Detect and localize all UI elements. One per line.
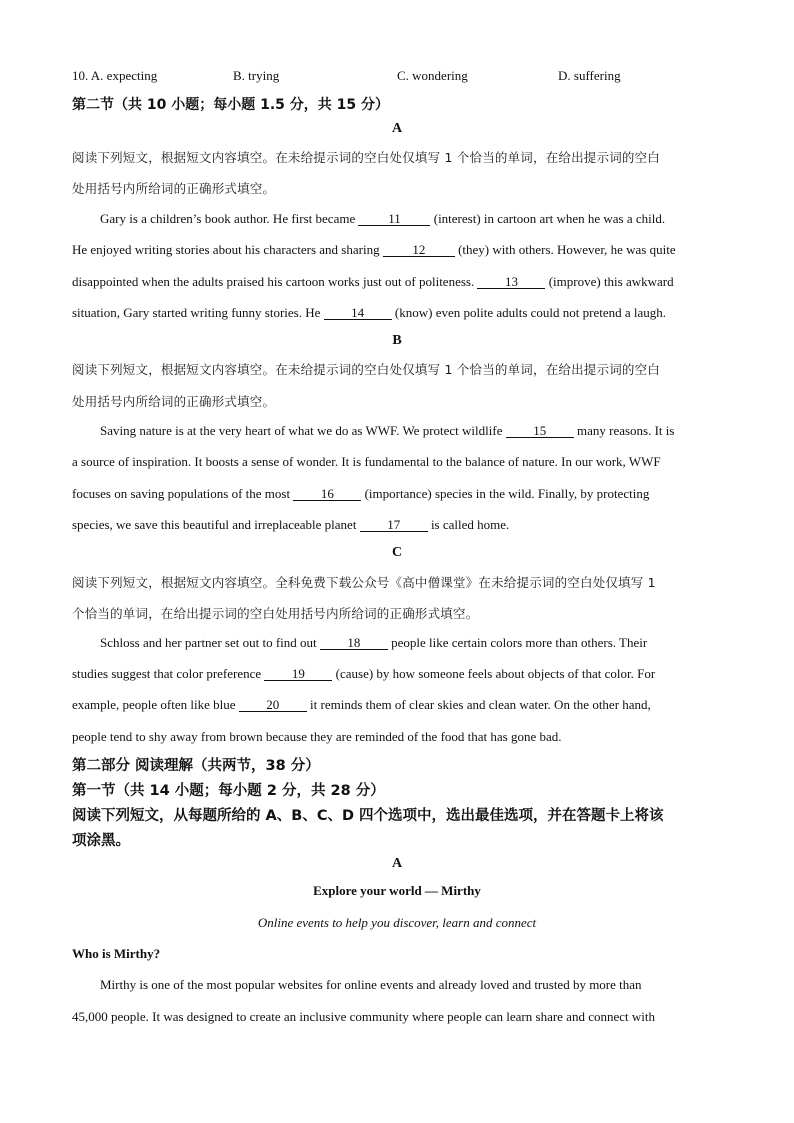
blank-13[interactable]: 13 [477, 275, 545, 289]
passage-c-line-4 [72, 729, 562, 745]
text-segment: Saving nature is at the very heart of what we do as WWF. We protect wildlife [100, 423, 506, 438]
blank-19[interactable]: 19 [264, 667, 332, 681]
passage-a-line-1 [100, 211, 665, 227]
reading-a-para-line-2: 45,000 people. It was designed to create an inclusive community where people can learn share and connect with [72, 1009, 655, 1024]
passage-c-instruction-1: 阅读下列短文，根据短文内容填空。全科免费下载公众号《高中僧课堂》在未给提示词的空白处仅填写 1 [72, 575, 656, 590]
part2-section1-header: 第一节（共 14 小题；每小题 2 分，共 28 分） [72, 783, 385, 799]
text-segment: disappointed when the adults praised his cartoon works just out of politeness. [72, 274, 478, 289]
passage-c-line-1 [100, 635, 647, 651]
text-segment: (they) with others. However, he was quite [454, 242, 676, 257]
text-segment: species, we save this beautiful and irreplaceable planet [72, 517, 360, 532]
passage-b-line-2 [72, 454, 661, 470]
passage-b-instruction-1: 阅读下列短文，根据短文内容填空。在未给提示词的空白处仅填写 1 个恰当的单词，在给出提示词的空白 [72, 362, 661, 377]
reading-a-para-line-1: Mirthy is one of the most popular websites for online events and already loved and trusted by more than [100, 977, 642, 992]
text-segment: a source of inspiration. It boosts a sense of wonder. It is fundamental to the balance of nature. In our work, WWF [72, 454, 661, 469]
passage-b-line-3 [72, 486, 649, 502]
blank-18[interactable]: 18 [320, 636, 388, 650]
passage-b-letter: B [392, 333, 402, 348]
text-segment: (cause) by how someone feels about objects of that color. For [332, 666, 656, 681]
blank-11[interactable]: 11 [358, 212, 430, 226]
q10-option-c: C. wondering [397, 68, 468, 83]
text-segment: (know) even polite adults could not pretend a laugh. [391, 305, 667, 320]
q10-option-d: D. suffering [558, 68, 621, 83]
passage-a-line-4 [72, 305, 666, 321]
q10-option-b: B. trying [233, 68, 280, 83]
part2-header: 第二部分 阅读理解（共两节，38 分） [72, 758, 320, 774]
text-segment: it reminds them of clear skies and clean water. On the other hand, [306, 697, 651, 712]
blank-12[interactable]: 12 [383, 243, 455, 257]
passage-c-letter: C [391, 545, 403, 560]
text-segment: (importance) species in the wild. Finally, by protecting [361, 486, 650, 501]
text-segment: people tend to shy away from brown because they are reminded of the food that has gone bad. [72, 729, 562, 744]
text-segment: example, people often like blue [72, 697, 239, 712]
text-segment: situation, Gary started writing funny stories. He [72, 305, 324, 320]
text-segment: many reasons. It is [573, 423, 675, 438]
passage-a-line-3 [72, 274, 674, 290]
text-segment: He enjoyed writing stories about his characters and sharing [72, 242, 383, 257]
text-segment: Schloss and her partner set out to find out [100, 635, 320, 650]
passage-a-letter: A [391, 121, 403, 136]
blank-14[interactable]: 14 [324, 306, 392, 320]
passage-a-instruction-2: 处用括号内所给词的正确形式填空。 [72, 181, 276, 196]
passage-c-line-3 [72, 697, 651, 713]
passage-a-line-2 [72, 242, 676, 258]
text-segment: (improve) this awkward [545, 274, 674, 289]
text-segment: Gary is a children’s book author. He first became [100, 211, 359, 226]
text-segment: (interest) in cartoon art when he was a child. [430, 211, 666, 226]
blank-16[interactable]: 16 [293, 487, 361, 501]
text-segment: is called home. [427, 517, 510, 532]
passage-b-instruction-2: 处用括号内所给词的正确形式填空。 [72, 394, 276, 409]
section2-header: 第二节（共 10 小题；每小题 1.5 分，共 15 分） [72, 97, 390, 113]
passage-b-line-1 [100, 423, 674, 439]
passage-c-line-2 [72, 666, 655, 682]
text-segment: studies suggest that color preference [72, 666, 265, 681]
reading-a-subtitle: Online events to help you discover, learn and connect [257, 915, 537, 930]
part2-instruction-2: 项涂黑。 [72, 833, 130, 849]
passage-b-line-4 [72, 517, 509, 533]
text-segment: people like certain colors more than others. Their [387, 635, 648, 650]
reading-a-title: Explore your world — Mirthy [313, 883, 481, 898]
text-segment: focuses on saving populations of the most [72, 486, 294, 501]
passage-c-instruction-2: 个恰当的单词，在给出提示词的空白处用括号内所给词的正确形式填空。 [72, 606, 479, 621]
q10-option-a-full: 10. A. expecting [72, 68, 158, 83]
part2-instruction-1: 阅读下列短文，从每题所给的 A、B、C、D 四个选项中，选出最佳选项，并在答题卡上将该 [72, 808, 664, 824]
reading-a-question-heading: Who is Mirthy? [72, 946, 161, 961]
blank-20[interactable]: 20 [239, 698, 307, 712]
passage-a-instruction-1: 阅读下列短文，根据短文内容填空。在未给提示词的空白处仅填写 1 个恰当的单词，在给出提示词的空白 [72, 150, 661, 165]
blank-17[interactable]: 17 [360, 518, 428, 532]
reading-a-letter: A [391, 856, 403, 871]
blank-15[interactable]: 15 [506, 424, 574, 438]
